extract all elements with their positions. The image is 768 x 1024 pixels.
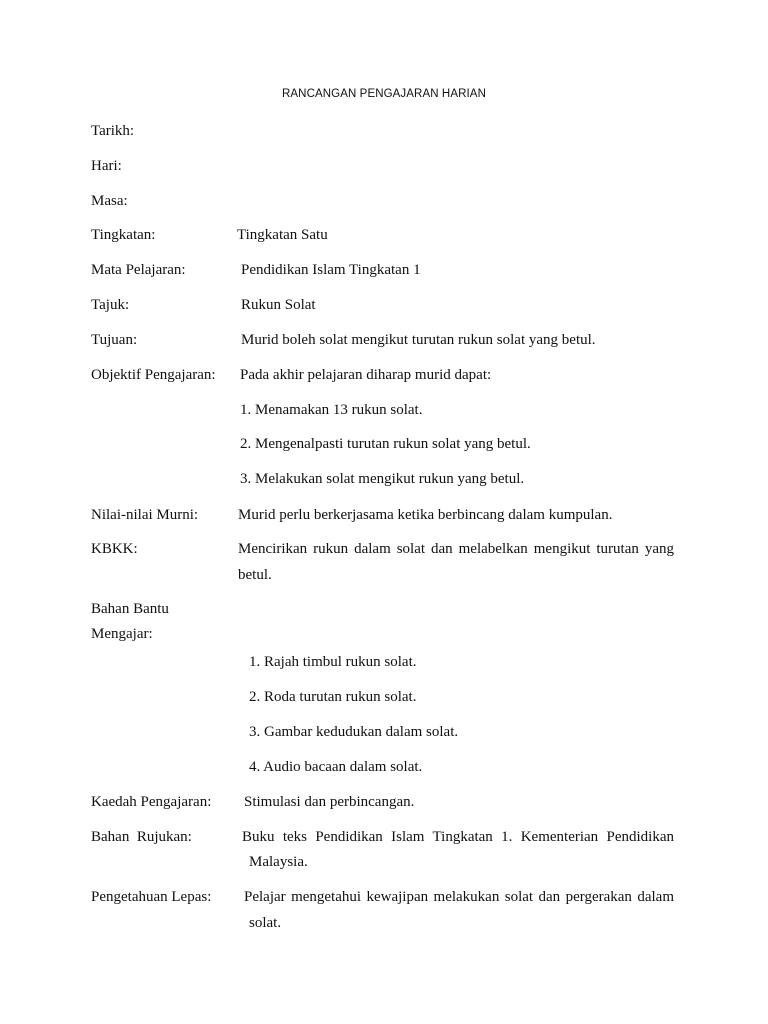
pengetahuan-label: Pengetahuan Lepas: <box>91 889 212 905</box>
tujuan-value: Murid boleh solat mengikut turutan rukun solat yang betul. <box>241 332 596 348</box>
pengetahuan-value-line2: solat. <box>249 915 282 931</box>
tajuk-value: Rukun Solat <box>241 297 316 313</box>
tajuk-label: Tajuk: <box>91 297 130 313</box>
tarikh-label: Tarikh: <box>91 123 135 139</box>
rujukan-value-line2: Malaysia. <box>249 854 308 870</box>
objektif-item: 2. Mengenalpasti turutan rukun solat yang betul. <box>240 436 531 452</box>
page-title: RANCANGAN PENGAJARAN HARIAN <box>282 88 486 100</box>
objektif-item: 1. Menamakan 13 rukun solat. <box>240 402 423 418</box>
bahan-bantu-item: 2. Roda turutan rukun solat. <box>249 689 417 705</box>
objektif-intro: Pada akhir pelajaran diharap murid dapat: <box>240 367 492 383</box>
rujukan-label: Bahan Rujukan: <box>91 829 192 845</box>
tujuan-label: Tujuan: <box>91 332 138 348</box>
pengetahuan-value-line1: Pelajar mengetahui kewajipan melakukan solat dan pergerakan dalam <box>244 889 674 905</box>
bahan-bantu-label-line2: Mengajar: <box>91 626 153 642</box>
kaedah-label: Kaedah Pengajaran: <box>91 794 212 810</box>
hari-label: Hari: <box>91 158 122 174</box>
masa-label: Masa: <box>91 193 128 209</box>
mata-pelajaran-label: Mata Pelajaran: <box>91 262 186 278</box>
nilai-value: Murid perlu berkerjasama ketika berbincang dalam kumpulan. <box>238 507 613 523</box>
mata-pelajaran-value: Pendidikan Islam Tingkatan 1 <box>241 262 421 278</box>
rujukan-value-line1: Buku teks Pendidikan Islam Tingkatan 1. Kementerian Pendidikan <box>242 829 674 845</box>
nilai-label: Nilai-nilai Murni: <box>91 507 199 523</box>
bahan-bantu-item: 3. Gambar kedudukan dalam solat. <box>249 724 459 740</box>
kbkk-value-line1: Mencirikan rukun dalam solat dan melabelkan mengikut turutan yang <box>238 541 674 557</box>
bahan-bantu-label-line1: Bahan Bantu <box>91 601 169 617</box>
kaedah-value: Stimulasi dan perbincangan. <box>244 794 415 810</box>
bahan-bantu-item: 4. Audio bacaan dalam solat. <box>249 759 423 775</box>
kbkk-value-line2: betul. <box>238 567 272 583</box>
kbkk-label: KBKK: <box>91 541 138 557</box>
tingkatan-value: Tingkatan Satu <box>237 227 328 243</box>
bahan-bantu-item: 1. Rajah timbul rukun solat. <box>249 654 417 670</box>
objektif-label: Objektif Pengajaran: <box>91 367 216 383</box>
objektif-item: 3. Melakukan solat mengikut rukun yang betul. <box>240 471 525 487</box>
tingkatan-label: Tingkatan: <box>91 227 156 243</box>
